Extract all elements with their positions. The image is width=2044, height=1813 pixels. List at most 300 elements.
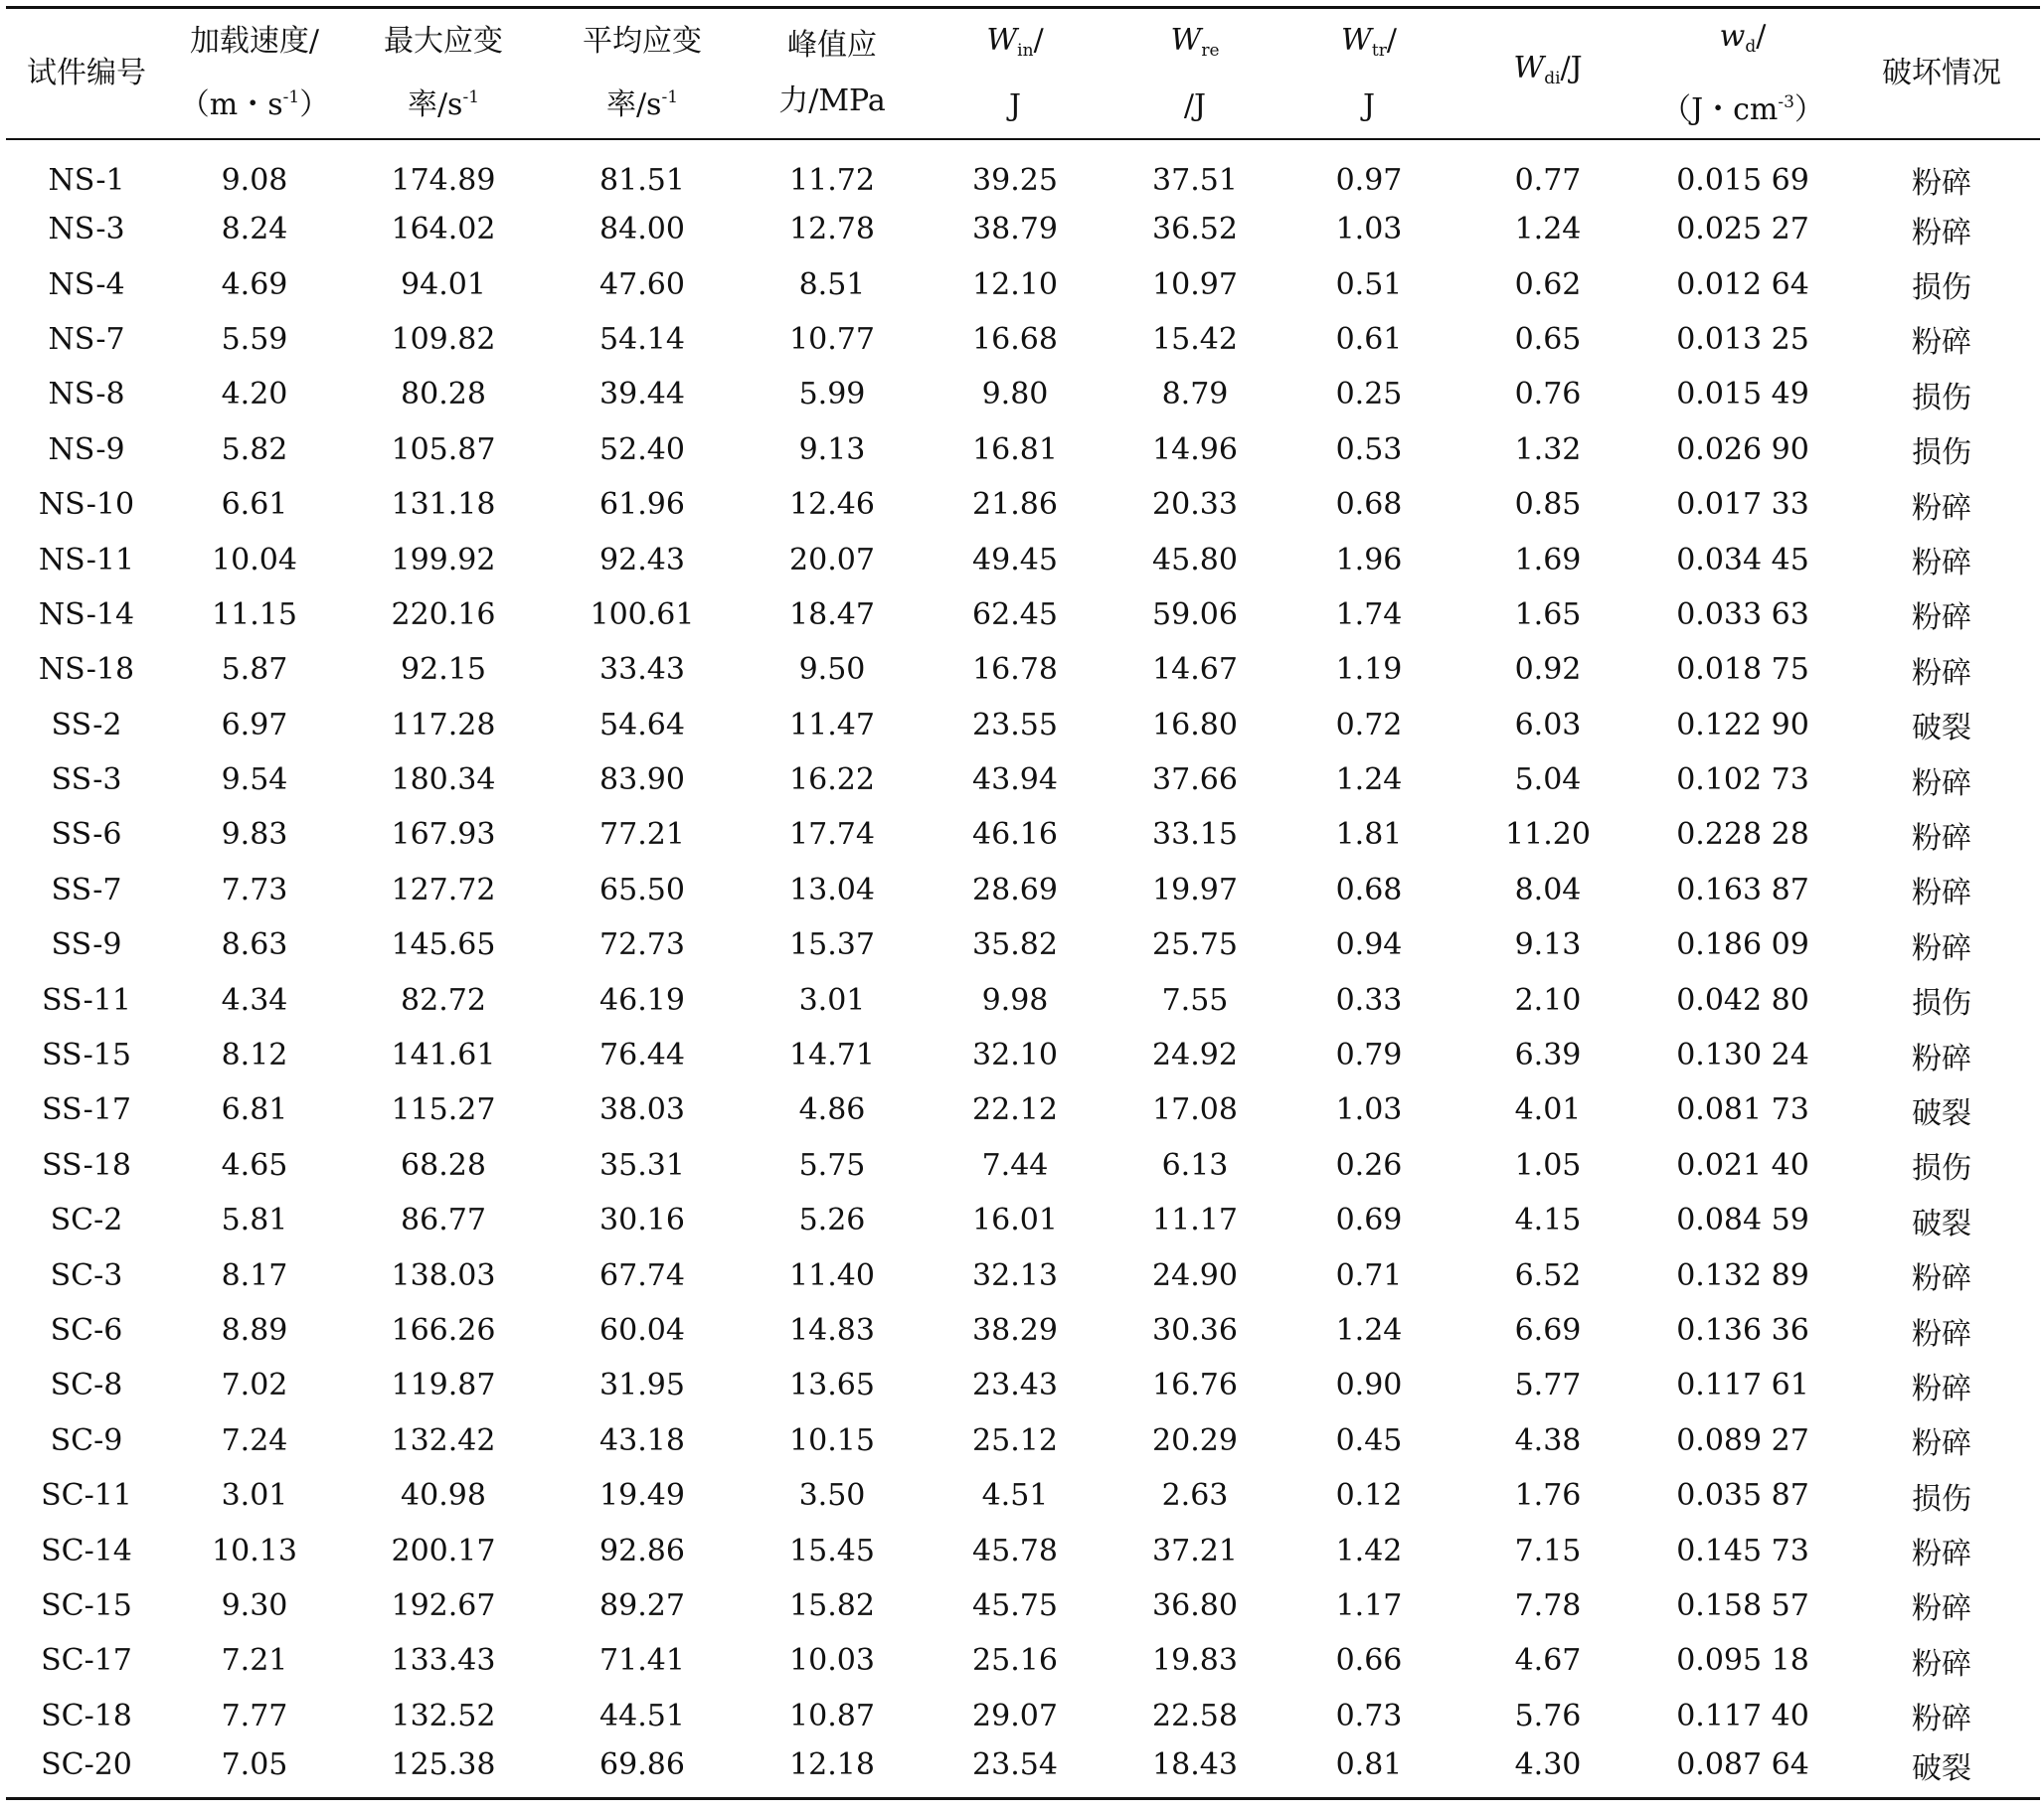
cell-w-re: 6.13 <box>1161 1147 1229 1183</box>
cell-avg-strain-rate: 31.95 <box>599 1368 685 1403</box>
cell-failure-state: 破裂 <box>1912 1206 1971 1241</box>
cell-max-strain-rate: 40.98 <box>401 1478 486 1514</box>
cell-specimen-id: NS-8 <box>48 377 125 412</box>
cell-avg-strain-rate: 84.00 <box>599 212 685 247</box>
cell-specimen-id: NS-9 <box>48 431 125 467</box>
cell-max-strain-rate: 94.01 <box>401 266 486 302</box>
cell-w-in: 32.13 <box>972 1257 1058 1293</box>
cell-w-in: 49.45 <box>972 542 1058 577</box>
cell-avg-strain-rate: 100.61 <box>590 596 695 632</box>
cell-max-strain-rate: 131.18 <box>391 487 496 523</box>
cell-failure-state: 粉碎 <box>1912 1646 1971 1682</box>
cell-w-tr: 0.12 <box>1335 1478 1403 1514</box>
cell-specimen-id: SS-3 <box>51 762 122 798</box>
cell-w-re: 16.76 <box>1152 1368 1238 1403</box>
cell-max-strain-rate: 125.38 <box>342 1743 545 1799</box>
cell-avg-strain-rate: 92.86 <box>599 1533 685 1568</box>
cell-failure-state: 粉碎 <box>1912 1371 1971 1406</box>
cell-loading-speed: 8.17 <box>221 1257 288 1293</box>
cell-peak-stress: 18.47 <box>789 596 875 632</box>
cell-w-di: 5.77 <box>1514 1368 1582 1403</box>
table-row <box>6 1247 2040 1302</box>
cell-w-in: 38.79 <box>972 212 1058 247</box>
cell-peak-stress: 15.37 <box>789 927 875 963</box>
cell-w-re: 37.21 <box>1152 1533 1238 1568</box>
cell-max-strain-rate: 109.82 <box>391 321 496 357</box>
cell-failure-state: 粉碎 <box>1912 1702 1971 1737</box>
cell-specimen-id: NS-18 <box>38 652 135 688</box>
table-row <box>6 256 2040 311</box>
cell-specimen-id: SS-11 <box>42 982 131 1018</box>
cell-w-di: 6.03 <box>1514 707 1582 742</box>
cell-avg-strain-rate: 77.21 <box>599 817 685 853</box>
cell-failure-state: 粉碎 <box>1912 820 1971 856</box>
cell-loading-speed: 5.82 <box>221 431 288 467</box>
cell-loading-speed: 10.13 <box>212 1533 297 1568</box>
cell-specimen-id: SC-6 <box>50 1313 123 1348</box>
cell-specimen-id: SS-18 <box>42 1147 131 1183</box>
header-avg-strain-rate: 平均应变 率$/s^{-1}$ <box>545 8 740 140</box>
cell-w-re: 37.51 <box>1152 162 1238 198</box>
cell-peak-stress: 9.13 <box>798 431 866 467</box>
cell-w-re: 59.06 <box>1152 596 1238 632</box>
cell-w-d: 0.145 73 <box>1676 1533 1809 1568</box>
table-row <box>6 422 2040 477</box>
cell-w-di: 6.69 <box>1514 1313 1582 1348</box>
cell-max-strain-rate: 192.67 <box>391 1587 496 1623</box>
cell-w-tr: 1.24 <box>1335 762 1403 798</box>
cell-w-in: 38.29 <box>972 1313 1058 1348</box>
cell-w-di: 7.15 <box>1514 1533 1582 1568</box>
cell-w-re: 25.75 <box>1152 927 1238 963</box>
cell-w-d: 0.102 73 <box>1676 762 1809 798</box>
cell-w-re: 7.55 <box>1161 982 1229 1018</box>
cell-loading-speed: 7.21 <box>221 1643 288 1679</box>
cell-loading-speed: 7.73 <box>221 872 288 907</box>
cell-w-in: 62.45 <box>972 596 1058 632</box>
cell-w-d: 0.021 40 <box>1676 1147 1809 1183</box>
cell-specimen-id: NS-1 <box>48 162 125 198</box>
cell-w-tr: 1.81 <box>1335 817 1403 853</box>
cell-w-d: 0.163 87 <box>1676 872 1809 907</box>
cell-peak-stress: 10.15 <box>789 1422 875 1458</box>
cell-w-d: 0.035 87 <box>1676 1478 1809 1514</box>
header-specimen-id: 试件编号 <box>6 8 167 140</box>
cell-loading-speed: 7.77 <box>221 1698 288 1733</box>
cell-w-in: 23.55 <box>972 707 1058 742</box>
cell-avg-strain-rate: 43.18 <box>599 1422 685 1458</box>
table-row <box>6 139 2040 202</box>
cell-w-tr: 0.61 <box>1335 321 1403 357</box>
cell-failure-state: 破裂 <box>1912 1095 1971 1131</box>
cell-loading-speed: 3.01 <box>221 1478 288 1514</box>
cell-w-di: 4.67 <box>1514 1643 1582 1679</box>
cell-w-in: 32.10 <box>972 1038 1058 1073</box>
cell-w-in: 9.80 <box>981 377 1049 412</box>
cell-specimen-id: SS-2 <box>51 707 122 742</box>
cell-avg-strain-rate: 67.74 <box>599 1257 685 1293</box>
cell-w-in: 23.54 <box>925 1743 1106 1799</box>
cell-loading-speed: 8.12 <box>221 1038 288 1073</box>
cell-specimen-id: SC-15 <box>41 1587 132 1623</box>
cell-avg-strain-rate: 35.31 <box>599 1147 685 1183</box>
cell-w-tr: 1.96 <box>1335 542 1403 577</box>
cell-w-d: 0.018 75 <box>1676 652 1809 688</box>
table-row <box>6 1413 2040 1468</box>
cell-w-d: 0.013 25 <box>1676 321 1809 357</box>
cell-w-re: 10.97 <box>1152 266 1238 302</box>
cell-max-strain-rate: 68.28 <box>401 1147 486 1183</box>
cell-peak-stress: 11.72 <box>789 162 875 198</box>
cell-w-tr: 0.26 <box>1335 1147 1403 1183</box>
table-row <box>6 532 2040 586</box>
cell-w-d: 0.122 90 <box>1676 707 1809 742</box>
cell-failure-state: 粉碎 <box>1912 930 1971 966</box>
cell-max-strain-rate: 80.28 <box>401 377 486 412</box>
cell-w-re: 2.63 <box>1161 1478 1229 1514</box>
cell-peak-stress: 13.65 <box>789 1368 875 1403</box>
cell-avg-strain-rate: 69.86 <box>545 1743 740 1799</box>
cell-w-re: 45.80 <box>1152 542 1238 577</box>
cell-loading-speed: 4.20 <box>221 377 288 412</box>
cell-max-strain-rate: 141.61 <box>391 1038 496 1073</box>
cell-max-strain-rate: 82.72 <box>401 982 486 1018</box>
cell-max-strain-rate: 133.43 <box>391 1643 496 1679</box>
cell-peak-stress: 10.77 <box>789 321 875 357</box>
cell-specimen-id: SC-17 <box>41 1643 132 1679</box>
cell-w-tr: 0.45 <box>1335 1422 1403 1458</box>
cell-w-d: 0.095 18 <box>1676 1643 1809 1679</box>
cell-max-strain-rate: 117.28 <box>391 707 496 742</box>
cell-w-tr: 1.03 <box>1335 1092 1403 1128</box>
cell-w-d: 0.081 73 <box>1676 1092 1809 1128</box>
cell-w-re: 37.66 <box>1152 762 1238 798</box>
cell-w-re: 20.33 <box>1152 487 1238 523</box>
cell-w-d: 0.042 80 <box>1676 982 1809 1018</box>
cell-avg-strain-rate: 65.50 <box>599 872 685 907</box>
cell-w-in: 7.44 <box>981 1147 1049 1183</box>
cell-w-d: 0.136 36 <box>1676 1313 1809 1348</box>
cell-peak-stress: 12.46 <box>789 487 875 523</box>
cell-w-di: 7.78 <box>1514 1587 1582 1623</box>
cell-peak-stress: 10.03 <box>789 1643 875 1679</box>
cell-avg-strain-rate: 54.14 <box>599 321 685 357</box>
cell-w-di: 1.69 <box>1514 542 1582 577</box>
cell-w-di: 0.76 <box>1514 377 1582 412</box>
cell-w-tr: 1.03 <box>1335 212 1403 247</box>
cell-w-in: 25.12 <box>972 1422 1058 1458</box>
cell-loading-speed: 4.65 <box>221 1147 288 1183</box>
cell-loading-speed: 6.97 <box>221 707 288 742</box>
cell-w-tr: 0.94 <box>1335 927 1403 963</box>
table-row <box>6 1743 2040 1799</box>
cell-w-d: 0.117 61 <box>1676 1368 1809 1403</box>
cell-max-strain-rate: 145.65 <box>391 927 496 963</box>
table-row <box>6 587 2040 642</box>
cell-w-di: 11.20 <box>1505 817 1591 853</box>
cell-w-d: 0.017 33 <box>1676 487 1809 523</box>
cell-loading-speed: 9.08 <box>221 162 288 198</box>
cell-loading-speed: 9.54 <box>221 762 288 798</box>
cell-max-strain-rate: 164.02 <box>391 212 496 247</box>
cell-w-re: 19.83 <box>1152 1643 1238 1679</box>
cell-specimen-id: SS-7 <box>51 872 122 907</box>
cell-peak-stress: 5.26 <box>798 1203 866 1238</box>
cell-w-in: 28.69 <box>972 872 1058 907</box>
cell-w-tr: 0.79 <box>1335 1038 1403 1073</box>
cell-w-tr: 0.90 <box>1335 1368 1403 1403</box>
table-row <box>6 202 2040 256</box>
cell-failure-state: 粉碎 <box>1912 1537 1971 1572</box>
table-row <box>6 477 2040 532</box>
cell-w-di: 0.62 <box>1514 266 1582 302</box>
cell-avg-strain-rate: 46.19 <box>599 982 685 1018</box>
cell-failure-state: 粉碎 <box>1912 765 1971 801</box>
cell-w-re: 36.52 <box>1152 212 1238 247</box>
cell-failure-state: 损伤 <box>1912 270 1971 306</box>
cell-avg-strain-rate: 52.40 <box>599 431 685 467</box>
table-row <box>6 1689 2040 1743</box>
table-row <box>6 1082 2040 1137</box>
cell-avg-strain-rate: 54.64 <box>599 707 685 742</box>
cell-w-di: 4.01 <box>1514 1092 1582 1128</box>
table-row <box>6 863 2040 917</box>
table-row <box>6 1193 2040 1247</box>
cell-w-re: 24.92 <box>1152 1038 1238 1073</box>
table-row <box>6 1633 2040 1688</box>
cell-max-strain-rate: 138.03 <box>391 1257 496 1293</box>
cell-max-strain-rate: 166.26 <box>391 1313 496 1348</box>
table-row <box>6 698 2040 752</box>
cell-specimen-id: NS-11 <box>38 542 135 577</box>
cell-w-in: 16.81 <box>972 431 1058 467</box>
cell-w-d: 0.130 24 <box>1676 1038 1809 1073</box>
cell-peak-stress: 10.87 <box>789 1698 875 1733</box>
cell-loading-speed: 5.81 <box>221 1203 288 1238</box>
cell-specimen-id: SC-9 <box>50 1422 123 1458</box>
cell-avg-strain-rate: 81.51 <box>599 162 685 198</box>
cell-peak-stress: 12.18 <box>740 1743 925 1799</box>
cell-specimen-id: SC-14 <box>41 1533 132 1568</box>
header-w-di: $W_{di}/J$ <box>1453 8 1642 140</box>
cell-w-d: 0.084 59 <box>1676 1203 1809 1238</box>
cell-specimen-id: SC-20 <box>6 1743 167 1799</box>
cell-w-tr: 0.73 <box>1335 1698 1403 1733</box>
cell-max-strain-rate: 127.72 <box>391 872 496 907</box>
cell-peak-stress: 5.99 <box>798 377 866 412</box>
cell-w-tr: 0.72 <box>1335 707 1403 742</box>
cell-w-in: 39.25 <box>972 162 1058 198</box>
cell-failure-state: 粉碎 <box>1912 215 1971 250</box>
cell-avg-strain-rate: 44.51 <box>599 1698 685 1733</box>
cell-w-d: 0.033 63 <box>1676 596 1809 632</box>
cell-peak-stress: 20.07 <box>789 542 875 577</box>
cell-w-in: 46.16 <box>972 817 1058 853</box>
cell-w-in: 43.94 <box>972 762 1058 798</box>
table-header-row <box>6 8 2040 140</box>
cell-avg-strain-rate: 72.73 <box>599 927 685 963</box>
cell-w-tr: 0.51 <box>1335 266 1403 302</box>
cell-w-in: 9.98 <box>981 982 1049 1018</box>
cell-failure-state: 粉碎 <box>1912 600 1971 636</box>
cell-failure-state: 损伤 <box>1912 1151 1971 1187</box>
cell-w-di: 1.65 <box>1514 596 1582 632</box>
table-row <box>6 1028 2040 1082</box>
cell-w-re: 11.17 <box>1152 1203 1238 1238</box>
header-peak-stress: 峰值应 力/MPa <box>740 8 925 140</box>
cell-w-d: 0.087 64 <box>1642 1743 1843 1799</box>
cell-avg-strain-rate: 30.16 <box>599 1203 685 1238</box>
cell-w-tr: 1.19 <box>1335 652 1403 688</box>
cell-w-di: 5.76 <box>1514 1698 1582 1733</box>
cell-specimen-id: NS-3 <box>48 212 125 247</box>
cell-loading-speed: 7.02 <box>221 1368 288 1403</box>
cell-avg-strain-rate: 83.90 <box>599 762 685 798</box>
cell-max-strain-rate: 86.77 <box>401 1203 486 1238</box>
cell-w-in: 45.75 <box>972 1587 1058 1623</box>
cell-avg-strain-rate: 71.41 <box>599 1643 685 1679</box>
cell-w-d: 0.132 89 <box>1676 1257 1809 1293</box>
cell-w-in: 25.16 <box>972 1643 1058 1679</box>
cell-peak-stress: 11.47 <box>789 707 875 742</box>
cell-specimen-id: SC-18 <box>41 1698 132 1733</box>
table-row <box>6 917 2040 972</box>
cell-failure-state: 损伤 <box>1912 435 1971 471</box>
cell-peak-stress: 14.71 <box>789 1038 875 1073</box>
cell-w-di: 9.13 <box>1514 927 1582 963</box>
cell-peak-stress: 17.74 <box>789 817 875 853</box>
cell-loading-speed: 6.81 <box>221 1092 288 1128</box>
cell-w-re: 8.79 <box>1161 377 1229 412</box>
cell-w-tr: 1.24 <box>1335 1313 1403 1348</box>
cell-w-tr: 0.53 <box>1335 431 1403 467</box>
cell-avg-strain-rate: 60.04 <box>599 1313 685 1348</box>
table-row <box>6 1358 2040 1412</box>
cell-w-tr: 0.97 <box>1335 162 1403 198</box>
cell-loading-speed: 4.69 <box>221 266 288 302</box>
cell-w-in: 16.68 <box>972 321 1058 357</box>
cell-w-in: 23.43 <box>972 1368 1058 1403</box>
cell-loading-speed: 6.61 <box>221 487 288 523</box>
table-body <box>6 139 2040 1798</box>
cell-w-d: 0.186 09 <box>1676 927 1809 963</box>
cell-peak-stress: 4.86 <box>798 1092 866 1128</box>
cell-peak-stress: 12.78 <box>789 212 875 247</box>
cell-w-re: 24.90 <box>1152 1257 1238 1293</box>
cell-w-tr: 1.42 <box>1335 1533 1403 1568</box>
cell-w-in: 16.78 <box>972 652 1058 688</box>
cell-w-d: 0.025 27 <box>1676 212 1809 247</box>
cell-loading-speed: 9.30 <box>221 1587 288 1623</box>
cell-w-tr: 0.81 <box>1284 1743 1453 1799</box>
cell-specimen-id: SC-2 <box>50 1203 123 1238</box>
cell-w-re: 36.80 <box>1152 1587 1238 1623</box>
cell-w-di: 0.92 <box>1514 652 1582 688</box>
cell-w-in: 4.51 <box>981 1478 1049 1514</box>
cell-w-di: 1.32 <box>1514 431 1582 467</box>
cell-loading-speed: 7.24 <box>221 1422 288 1458</box>
cell-w-di: 4.38 <box>1514 1422 1582 1458</box>
cell-failure-state: 损伤 <box>1912 380 1971 415</box>
cell-w-re: 33.15 <box>1152 817 1238 853</box>
header-loading-speed: 加载速度/ （m・$s^{-1}$） <box>167 8 342 140</box>
test-results-table <box>6 6 2040 1800</box>
cell-w-d: 0.089 27 <box>1676 1422 1809 1458</box>
table-row <box>6 752 2040 807</box>
table-row <box>6 1523 2040 1577</box>
cell-w-di: 4.15 <box>1514 1203 1582 1238</box>
cell-w-re: 30.36 <box>1152 1313 1238 1348</box>
table-row <box>6 1303 2040 1358</box>
cell-w-di: 4.30 <box>1453 1743 1642 1799</box>
cell-failure-state: 粉碎 <box>1912 1316 1971 1352</box>
cell-peak-stress: 9.50 <box>798 652 866 688</box>
header-w-d: $w_d/$ （J・$cm^{-3}$） <box>1642 8 1843 140</box>
cell-peak-stress: 16.22 <box>789 762 875 798</box>
cell-w-in: 22.12 <box>972 1092 1058 1128</box>
cell-w-di: 0.65 <box>1514 321 1582 357</box>
cell-peak-stress: 14.83 <box>789 1313 875 1348</box>
cell-specimen-id: NS-14 <box>38 596 135 632</box>
cell-specimen-id: SS-9 <box>51 927 122 963</box>
cell-failure-state: 粉碎 <box>1912 166 1971 201</box>
cell-w-tr: 0.68 <box>1335 487 1403 523</box>
cell-w-di: 8.04 <box>1514 872 1582 907</box>
cell-w-tr: 0.66 <box>1335 1643 1403 1679</box>
cell-peak-stress: 13.04 <box>789 872 875 907</box>
cell-peak-stress: 15.45 <box>789 1533 875 1568</box>
cell-w-d: 0.026 90 <box>1676 431 1809 467</box>
cell-w-tr: 0.71 <box>1335 1257 1403 1293</box>
cell-failure-state: 粉碎 <box>1912 546 1971 581</box>
cell-w-tr: 1.74 <box>1335 596 1403 632</box>
cell-max-strain-rate: 180.34 <box>391 762 496 798</box>
cell-specimen-id: NS-4 <box>48 266 125 302</box>
cell-failure-state: 破裂 <box>1843 1743 2040 1799</box>
cell-w-re: 20.29 <box>1152 1422 1238 1458</box>
cell-w-in: 45.78 <box>972 1533 1058 1568</box>
cell-max-strain-rate: 220.16 <box>391 596 496 632</box>
cell-loading-speed: 8.89 <box>221 1313 288 1348</box>
cell-w-re: 22.58 <box>1152 1698 1238 1733</box>
cell-w-re: 14.96 <box>1152 431 1238 467</box>
cell-w-tr: 0.69 <box>1335 1203 1403 1238</box>
cell-avg-strain-rate: 19.49 <box>599 1478 685 1514</box>
cell-w-re: 17.08 <box>1152 1092 1238 1128</box>
cell-w-di: 2.10 <box>1514 982 1582 1018</box>
cell-w-d: 0.015 49 <box>1676 377 1809 412</box>
cell-failure-state: 粉碎 <box>1912 1041 1971 1076</box>
cell-max-strain-rate: 167.93 <box>391 817 496 853</box>
cell-w-di: 0.85 <box>1514 487 1582 523</box>
cell-failure-state: 粉碎 <box>1912 490 1971 526</box>
cell-w-di: 1.24 <box>1514 212 1582 247</box>
cell-max-strain-rate: 132.52 <box>391 1698 496 1733</box>
cell-max-strain-rate: 115.27 <box>391 1092 496 1128</box>
cell-w-re: 18.43 <box>1106 1743 1284 1799</box>
cell-peak-stress: 3.50 <box>798 1478 866 1514</box>
cell-specimen-id: NS-7 <box>48 321 125 357</box>
cell-w-di: 1.76 <box>1514 1478 1582 1514</box>
cell-peak-stress: 5.75 <box>798 1147 866 1183</box>
cell-w-in: 12.10 <box>972 266 1058 302</box>
cell-w-re: 19.97 <box>1152 872 1238 907</box>
header-w-re: $W_{re}$ /J <box>1106 8 1284 140</box>
cell-w-di: 5.04 <box>1514 762 1582 798</box>
header-failure-state: 破坏情况 <box>1843 8 2040 140</box>
cell-avg-strain-rate: 76.44 <box>599 1038 685 1073</box>
cell-w-in: 29.07 <box>972 1698 1058 1733</box>
